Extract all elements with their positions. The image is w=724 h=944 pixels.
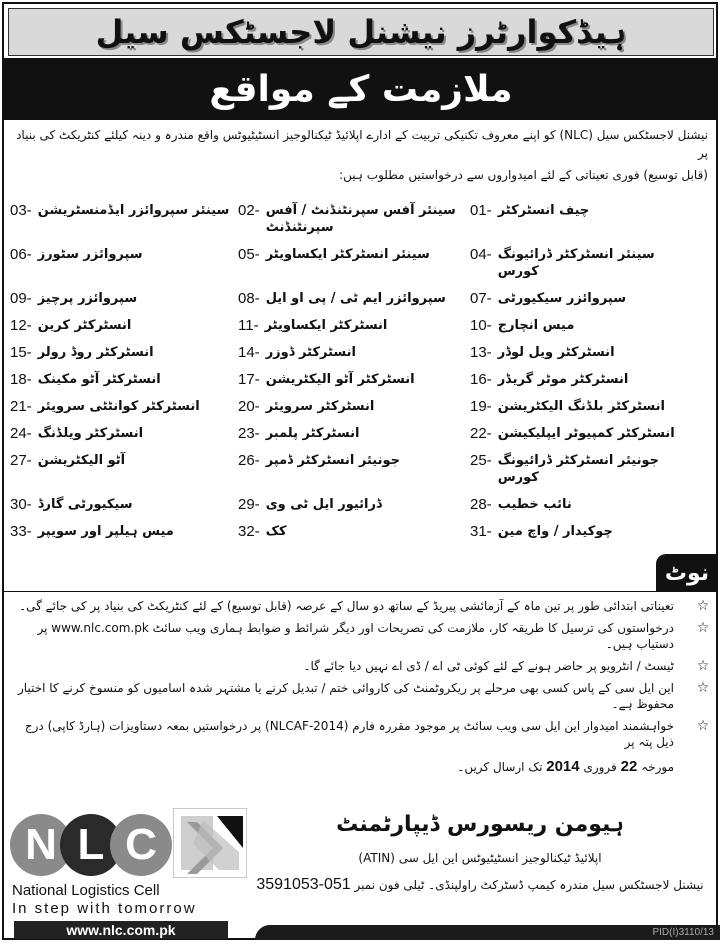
job-number: 31-	[470, 523, 492, 540]
job-item	[10, 452, 238, 486]
logo-letter-n: N	[10, 814, 72, 876]
star-bullet-icon: ☆	[696, 658, 710, 674]
job-title: انسٹرکٹر موٹر گریڈر	[497, 372, 629, 387]
job-number: 25-	[470, 452, 492, 469]
job-title: سینئر انسٹرکٹر ڈرائیونگ کورس	[497, 247, 655, 279]
job-item	[238, 202, 470, 236]
job-item	[470, 496, 700, 513]
job-title: نائب خطیب	[497, 497, 572, 512]
job-title: انسٹرکٹر کوانٹٹی سرویئر	[37, 399, 200, 414]
job-item	[470, 425, 700, 442]
job-number: 04-	[470, 246, 492, 263]
deadline-year: 2014	[546, 758, 580, 775]
deadline-suffix: تک ارسال کریں۔	[457, 760, 543, 774]
job-item	[470, 246, 700, 280]
deadline	[10, 758, 714, 775]
job-item	[10, 425, 238, 442]
institute-name: اپلائیڈ ٹیکنالوجیز انسٹیٹیوٹس این ایل سی (ATIN)	[358, 851, 602, 865]
job-number: 02-	[238, 202, 260, 219]
job-number: 06-	[10, 246, 32, 263]
job-title: سینئر انسٹرکٹر ایکساویٹر	[265, 247, 430, 262]
job-number: 33-	[10, 523, 32, 540]
job-number: 03-	[10, 202, 32, 219]
job-item	[238, 398, 470, 415]
job-title: انسٹرکٹر کمپیوٹر ایپلیکیشن	[497, 426, 675, 441]
job-title: سپروائزر سیکیورٹی	[497, 291, 627, 306]
deadline-month: فروری	[583, 760, 617, 774]
job-title: انسٹرکٹر آٹو مکینک	[37, 372, 161, 387]
notes-divider	[4, 591, 656, 592]
job-item	[470, 398, 700, 415]
job-item	[238, 344, 470, 361]
ad-heading: ملازمت کے مواقع	[4, 58, 718, 120]
job-title: چیف انسٹرکٹر	[497, 203, 590, 218]
intro-line-2: (قابل توسیع) فوری تعیناتی کے لئے امیدواروں سے درخواستیں مطلوب ہیں:	[339, 168, 708, 182]
note-item	[10, 658, 714, 674]
job-title: میس انچارج	[497, 318, 575, 333]
address	[250, 876, 710, 894]
job-number: 09-	[10, 290, 32, 307]
job-title: انسٹرکٹر ویلڈنگ	[37, 426, 144, 441]
job-title: جونیئر انسٹرکٹر ڈمپر	[265, 453, 400, 468]
job-item	[238, 496, 470, 513]
job-title: جونیئر انسٹرکٹر ڈرائیونگ کورس	[497, 453, 660, 485]
job-title: انسٹرکٹر روڈ رولر	[37, 345, 154, 360]
job-item	[238, 290, 470, 307]
phone-number: 051-3591053	[256, 876, 351, 893]
job-item	[470, 344, 700, 361]
job-item	[470, 290, 700, 307]
ad-body	[10, 126, 714, 775]
job-title: سپروائزر ایم ٹی / پی او ایل	[265, 291, 446, 306]
job-number: 26-	[238, 452, 260, 469]
job-title: انسٹرکٹر سرویئر	[265, 399, 375, 414]
star-bullet-icon: ☆	[696, 718, 710, 734]
job-item	[10, 523, 238, 540]
note-item	[10, 620, 714, 652]
job-title: میس ہیلپر اور سویپر	[37, 524, 174, 539]
job-item	[10, 371, 238, 388]
deadline-day: 22	[620, 758, 638, 775]
job-item	[470, 317, 700, 334]
job-number: 11-	[238, 317, 259, 334]
deadline-prefix: مورخہ	[641, 760, 674, 774]
pid-code: PID(I)3110/13	[652, 927, 714, 938]
job-item	[238, 425, 470, 442]
job-number: 01-	[470, 202, 492, 219]
job-item	[10, 398, 238, 415]
job-item	[10, 496, 238, 513]
job-number: 10-	[470, 317, 492, 334]
job-number: 19-	[470, 398, 492, 415]
job-item	[238, 246, 470, 280]
job-title: کک	[265, 524, 287, 539]
job-item	[10, 246, 238, 280]
job-number: 15-	[10, 344, 32, 361]
note-text: این ایل سی کے پاس کسی بھی مرحلے پر ریکروٹمنٹ کی کاروائی ختم / تبدیل کرنے یا مشتہر شدہ اسامیوں کو منسوخ کرنے کا اختیار محفوظ ہے۔	[18, 681, 674, 711]
job-title: انسٹرکٹر پلمبر	[265, 426, 360, 441]
logo-letter-l: L	[60, 814, 122, 876]
job-item	[10, 202, 238, 236]
job-number: 16-	[470, 371, 492, 388]
logo-arrow-icon	[173, 808, 247, 878]
notes-list	[10, 592, 714, 750]
star-bullet-icon: ☆	[696, 680, 710, 696]
job-number: 32-	[238, 523, 260, 540]
job-number: 29-	[238, 496, 260, 513]
job-item	[10, 317, 238, 334]
star-bullet-icon: ☆	[696, 598, 710, 614]
job-title: انسٹرکٹر آٹو الیکٹریشن	[265, 372, 415, 387]
job-item	[470, 202, 700, 236]
job-number: 17-	[238, 371, 260, 388]
job-title: آٹو الیکٹریشن	[37, 453, 126, 468]
job-title: سپروائزر سٹورز	[37, 247, 143, 262]
job-number: 22-	[470, 425, 492, 442]
job-number: 21-	[10, 398, 32, 415]
job-item	[10, 290, 238, 307]
logo-name: National Logistics Cell	[12, 882, 160, 899]
note-text: تعیناتی ابتدائی طور پر تین ماہ کے آزمائشی پیریڈ کے ساتھ دو سال کے عرصہ (قابل توسیع) کے لئے کنٹریکٹ کی بنیاد پر کی جائے گی۔	[19, 599, 674, 613]
job-title: انسٹرکٹر ڈوزر	[265, 345, 356, 360]
address-text: نیشنل لاجسٹکس سیل مندرہ کیمپ ڈسٹرکٹ راولپنڈی۔ ٹیلی فون نمبر	[354, 878, 704, 892]
job-item	[470, 523, 700, 540]
job-title: انسٹرکٹر ایکساویٹر	[264, 318, 388, 333]
job-item	[10, 344, 238, 361]
job-item	[470, 452, 700, 486]
job-number: 20-	[238, 398, 260, 415]
job-number: 27-	[10, 452, 32, 469]
job-item	[238, 523, 470, 540]
job-number: 13-	[470, 344, 492, 361]
job-title: انسٹرکٹر کرین	[37, 318, 132, 333]
job-number: 28-	[470, 496, 492, 513]
job-number: 05-	[238, 246, 260, 263]
department-title: ہیومن ریسورس ڈیپارٹمنٹ	[336, 812, 624, 837]
job-title: چوکیدار / واچ مین	[497, 524, 613, 539]
note-text: ٹیسٹ / انٹرویو پر حاضر ہونے کے لئے کوئی ٹی اے / ڈی اے نہیں دیا جائے گا۔	[303, 659, 674, 673]
job-number: 14-	[238, 344, 260, 361]
website-url: www.nlc.com.pk	[14, 921, 228, 939]
job-item	[238, 452, 470, 486]
job-title: سپروائزر پرچیز	[37, 291, 138, 306]
note-item	[10, 718, 714, 750]
note-item	[10, 598, 714, 614]
job-item	[238, 317, 470, 334]
job-number: 30-	[10, 496, 32, 513]
note-text: خواہشمند امیدوار این ایل سی ویب سائٹ پر موجود مقررہ فارم (NLCAF-2014) پر درخواستیں بمعہ دستاویزات (ہارڈ کاپی) درج ذیل پتہ پر	[24, 719, 674, 749]
nlc-logo	[10, 806, 245, 941]
job-number: 24-	[10, 425, 32, 442]
note-item	[10, 680, 714, 712]
job-item	[238, 371, 470, 388]
job-title: ڈرائیور ایل ٹی وی	[265, 497, 382, 512]
job-item	[470, 371, 700, 388]
job-number: 23-	[238, 425, 260, 442]
notes-header	[10, 554, 714, 592]
org-title: ہیڈکوارٹرز نیشنل لاجسٹکس سیل	[8, 8, 714, 56]
job-title: انسٹرکٹر ویل لوڈر	[497, 345, 615, 360]
logo-letter-c: C	[110, 814, 172, 876]
job-number: 07-	[470, 290, 492, 307]
job-title: سیکیورٹی گارڈ	[37, 497, 133, 512]
job-list	[10, 202, 714, 540]
star-bullet-icon: ☆	[696, 620, 710, 636]
note-text: درخواستوں کی ترسیل کا طریقہ کار، ملازمت کی تصریحات اور دیگر شرائط و ضوابط ہماری ویب سائٹ www.nlc.com.pk پر دستیاب ہیں۔	[37, 621, 674, 651]
job-title: انسٹرکٹر بلڈنگ الیکٹریشن	[497, 399, 665, 414]
intro-line-1: نیشنل لاجسٹکس سیل (NLC) کو اپنے معروف تکنیکی تربیت کے ادارے اپلائیڈ ٹیکنالوجیز انسٹیٹیوٹس واقع مندرہ و دینہ کیلئے کنٹریکٹ کی بنیاد پر	[16, 128, 708, 160]
footer-band	[255, 925, 720, 940]
job-title: سینئر آفس سپرنٹنڈنٹ / آفس سپرنٹنڈنٹ	[265, 203, 456, 235]
job-title: سینئر سپروائزر ایڈمنسٹریشن	[37, 203, 230, 218]
notes-heading: نوٹ	[656, 554, 718, 592]
job-number: 18-	[10, 371, 32, 388]
job-number: 12-	[10, 317, 32, 334]
logo-tagline: In step with tomorrow	[12, 900, 197, 917]
job-number: 08-	[238, 290, 260, 307]
